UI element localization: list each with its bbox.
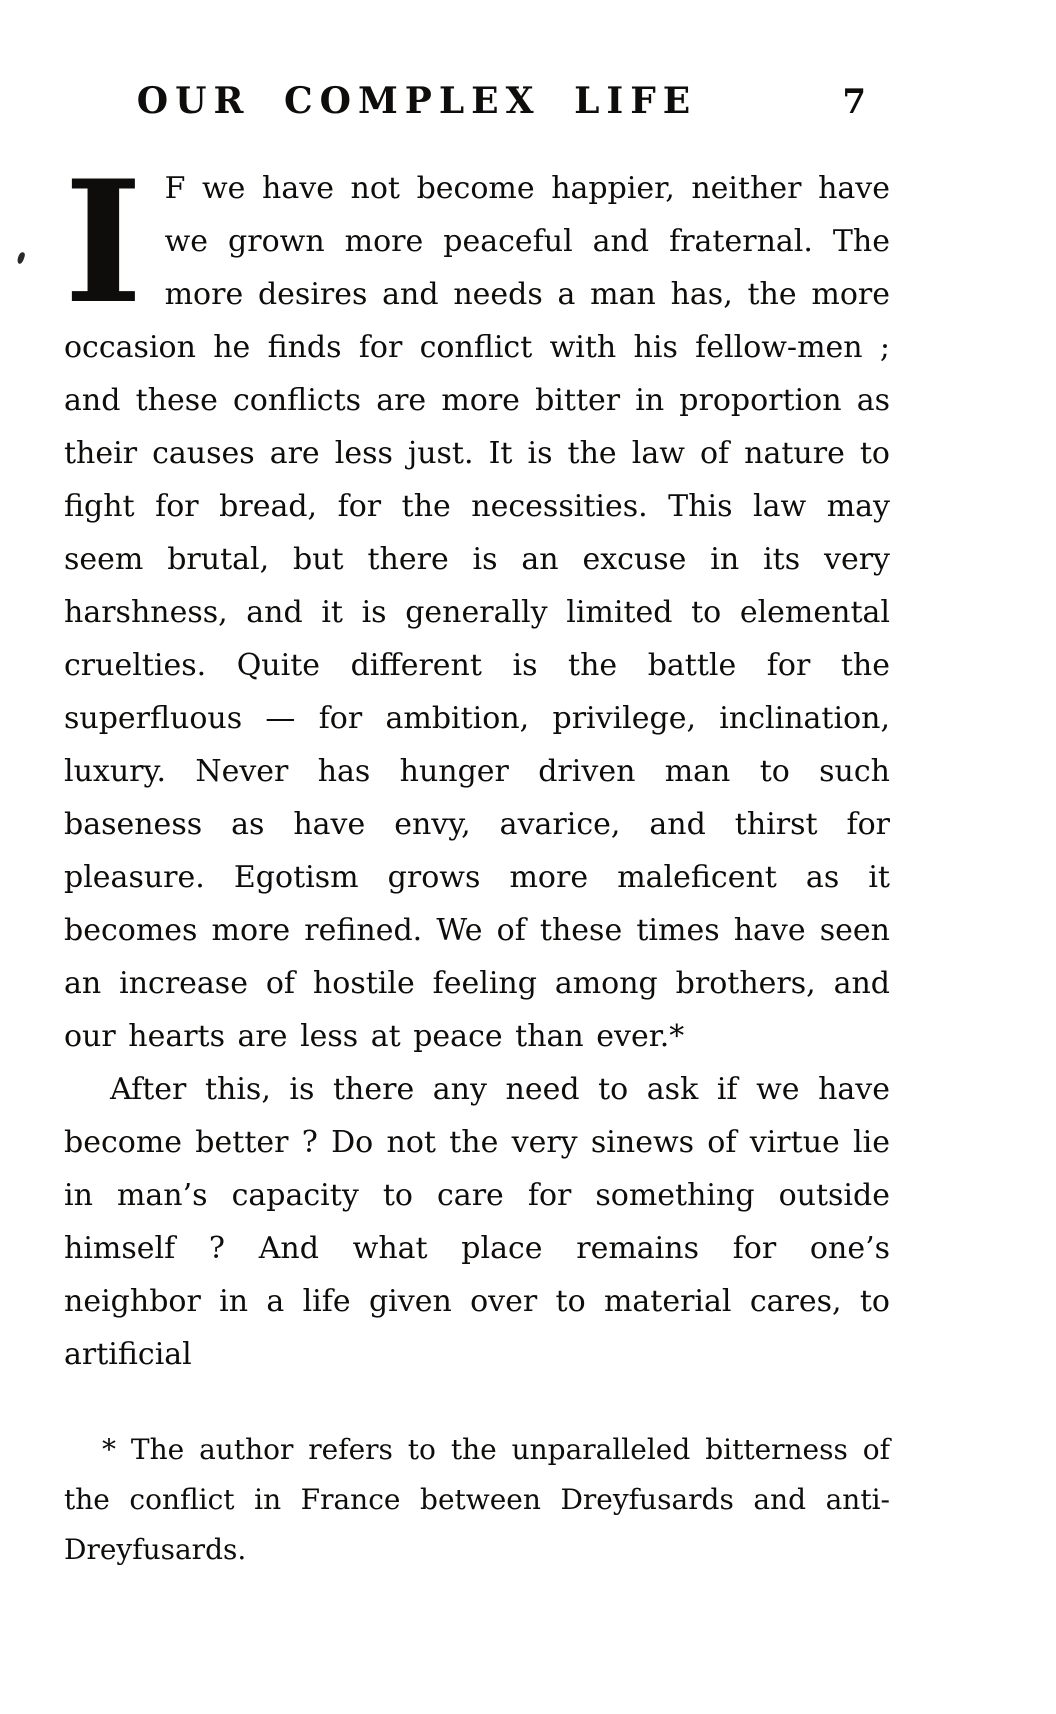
page-title: OUR COMPLEX LIFE bbox=[136, 80, 698, 122]
scan-artifact bbox=[16, 251, 25, 264]
paragraph-2: After this, is there any need to ask if we have become better ? Do not the very sinews of virtue lie in man’s capacity to care for something outside himself ? And what place remains for one’s neighbor in a life given over to material cares, to artificial bbox=[64, 1072, 890, 1372]
page-number: 7 bbox=[842, 82, 866, 122]
paragraph-1-text: F we have not become happier, neither have we grown more peaceful and fraternal. The more desires and needs a man has, the more occasion he finds for conflict with his fellow-men ; and these conflicts are more bitter in proportion as their causes are less just. It is the law of nature to fight for bread, for the necessities. This law may seem brutal, but there is an excuse in its very harshness, and it is generally limited to elemental cruelties. Quite different is the battle for the superfluous — for ambition, privilege, inclination, luxury. Never has hunger driven man to such baseness as have envy, avarice, and thirst for pleasure. Egotism grows more maleficent as it becomes more refined. We of these times have seen an increase of hostile feeling among brothers, and our hearts are less at peace than ever.* bbox=[64, 171, 890, 1054]
footnote: * The author refers to the unparalleled bitterness of the conflict in France between Dreyfusards and anti-Dreyfusards. bbox=[64, 1433, 890, 1566]
drop-cap: I bbox=[64, 143, 143, 341]
paragraph-1 bbox=[64, 143, 890, 1063]
page-header bbox=[64, 80, 890, 134]
book-page bbox=[64, 0, 890, 1575]
